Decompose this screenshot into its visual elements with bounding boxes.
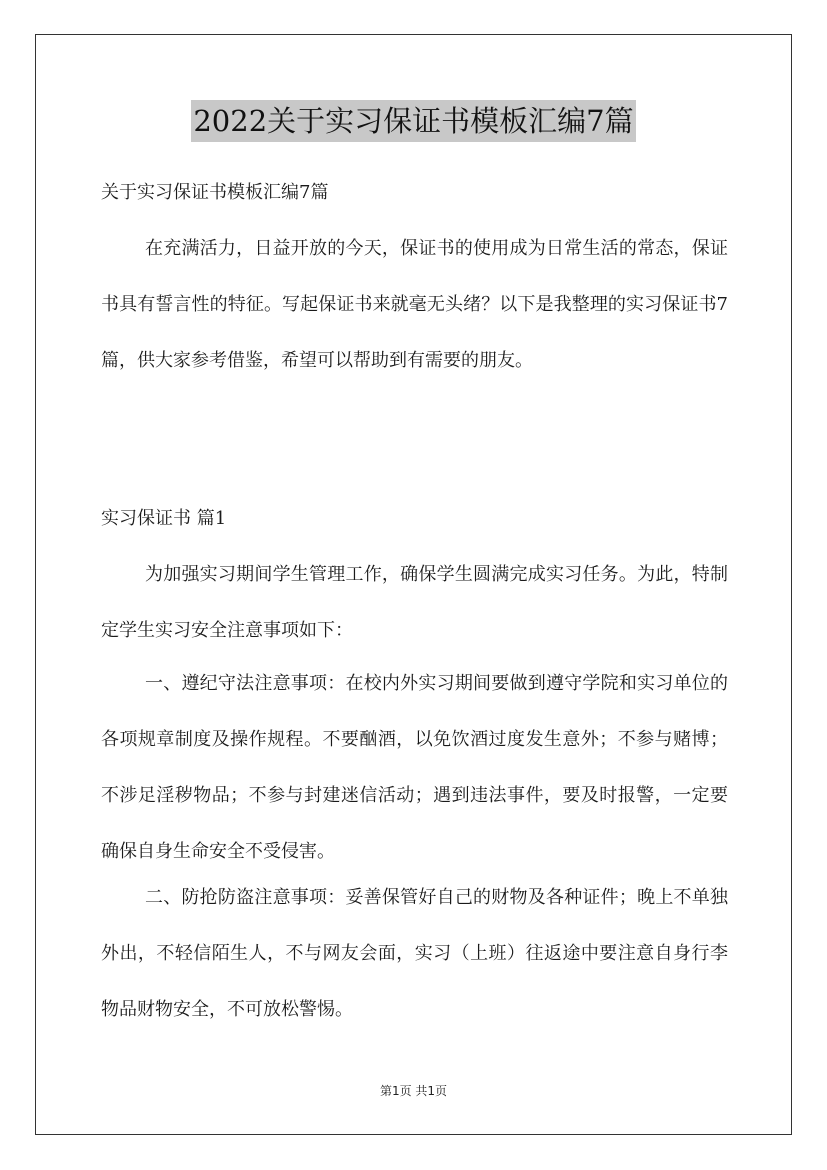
paragraph-2: 一、遵纪守法注意事项：在校内外实习期间要做到遵守学院和实习单位的各项规章制度及操作规程。不要酗酒，以免饮酒过度发生意外；不参与赌博；不涉足淫秽物品；不参与封建迷信活动；遇到违法事件，要及时报警，一定要确保自身生命安全不受侵害。 [101,673,728,862]
document-subtitle: 关于实习保证书模板汇编7篇 [101,182,329,203]
intro-paragraph: 在充满活力，日益开放的今天，保证书的使用成为日常生活的常态，保证书具有誓言性的特征。写起保证书来就毫无头绪？以下是我整理的实习保证书7篇，供大家参考借鉴，希望可以帮助到有需要的朋友。 [101,238,728,371]
page-footer: 第1页 共1页 [379,1084,448,1098]
title-container [0,100,827,142]
section-heading: 实习保证书 篇1 [101,508,227,529]
document-title: 2022关于实习保证书模板汇编7篇 [191,100,635,142]
paragraph-3: 二、防抢防盗注意事项：妥善保管好自己的财物及各种证件；晚上不单独外出，不轻信陌生人，不与网友会面，实习（上班）往返途中要注意自身行李物品财物安全，不可放松警惕。 [101,887,728,1020]
paragraph-1: 为加强实习期间学生管理工作，确保学生圆满完成实习任务。为此，特制定学生实习安全注意事项如下： [101,564,728,641]
